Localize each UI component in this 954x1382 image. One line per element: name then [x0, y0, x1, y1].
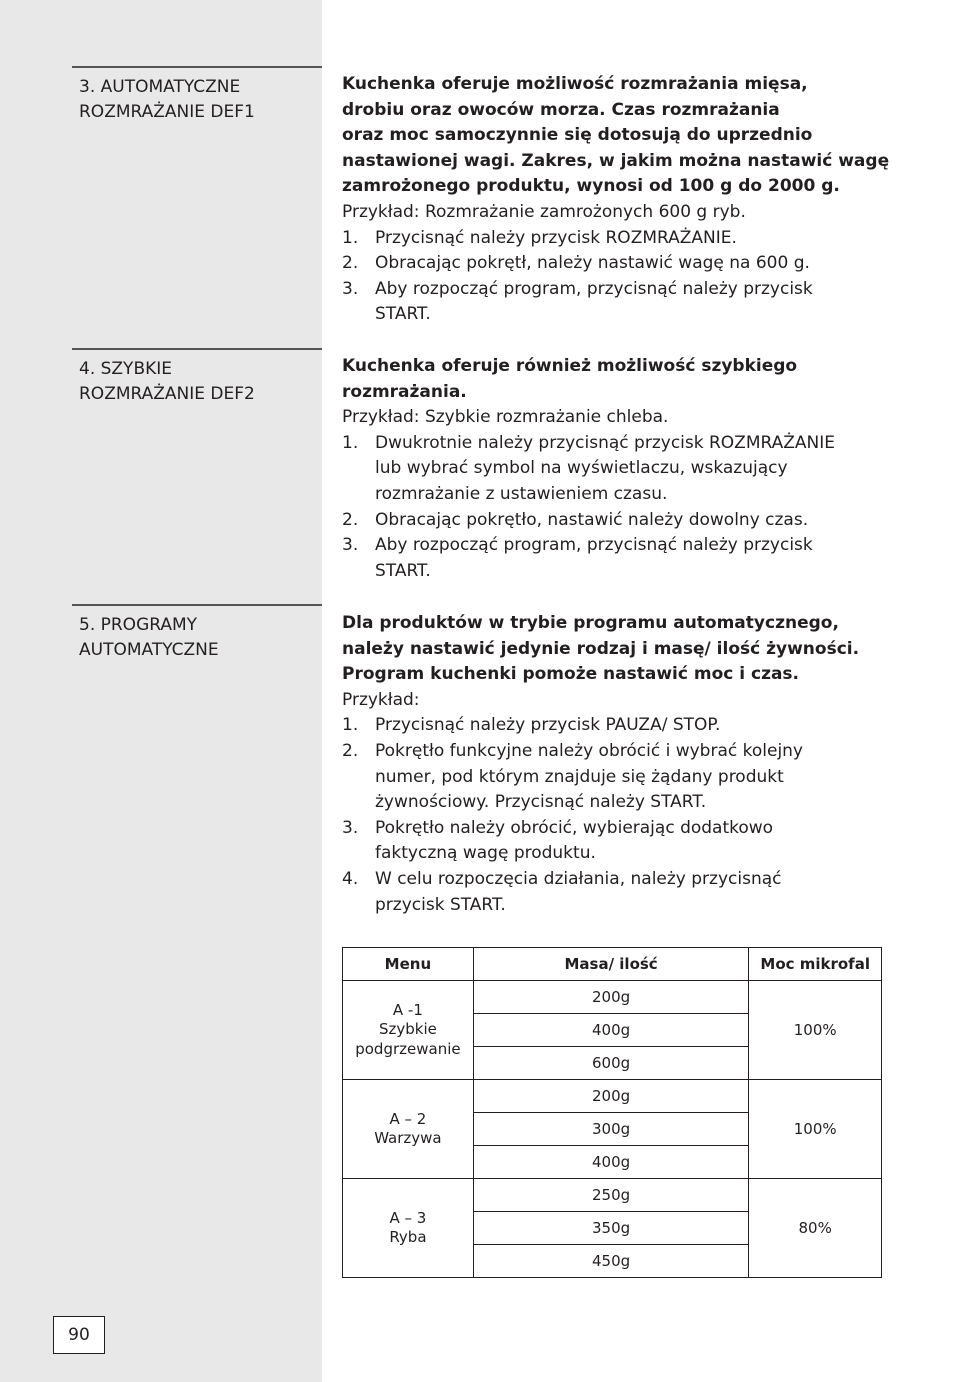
step-text: Pokrętło funkcyjne należy obrócić i wybrać kolejny	[375, 740, 803, 761]
menu-cell	[343, 1080, 474, 1179]
table-header-row	[343, 948, 882, 981]
section-heading-def2	[72, 348, 322, 407]
mass-cell: 300g	[473, 1113, 749, 1146]
lead-line: oraz moc samoczynnie się dotosują do uprzednio	[342, 125, 813, 146]
example-line: Przykład: Szybkie rozmrażanie chleba.	[342, 407, 669, 428]
step-text: Aby rozpocząć program, przycisnąć należy przycisk	[375, 535, 813, 556]
menu-line: Szybkie	[378, 1020, 437, 1039]
menu-line: A – 3	[389, 1208, 427, 1227]
step-text: Przycisnąć należy przycisk ROZMRAŻANIE.	[375, 227, 737, 248]
list-item	[342, 739, 902, 816]
menu-cell	[343, 1179, 474, 1278]
mass-cell: 200g	[473, 1080, 749, 1113]
lead-line: Kuchenka oferuje również możliwość szybkiego	[342, 356, 798, 376]
step-text: Obracając pokrętło, nastawić należy dowolny czas.	[375, 509, 809, 530]
step-number: 1.	[342, 227, 359, 248]
section-body-auto	[342, 611, 902, 918]
lead-line: zamrożonego produktu, wynosi od 100 g do 2000 g.	[342, 176, 840, 197]
heading-line: ROZMRAŻANIE DEF1	[79, 102, 255, 122]
power-cell: 100%	[749, 1080, 882, 1179]
power-cell: 80%	[749, 1179, 882, 1278]
steps-list	[342, 226, 902, 328]
step-number: 4.	[342, 868, 359, 889]
heading-line: ROZMRAŻANIE DEF2	[79, 384, 255, 404]
list-item	[342, 867, 902, 918]
example-line: Przykład:	[342, 689, 420, 710]
menu-line: Warzywa	[374, 1129, 442, 1147]
mass-cell: 200g	[473, 981, 749, 1014]
table-row	[343, 1080, 882, 1113]
lead-line: drobiu oraz owoców morza. Czas rozmrażania	[342, 99, 780, 120]
table-row	[343, 981, 882, 1014]
column-header-power: Moc mikrofal	[749, 948, 882, 981]
section-lead	[342, 354, 902, 405]
step-text: Przycisnąć należy przycisk PAUZA/ STOP.	[375, 715, 721, 736]
step-text: lub wybrać symbol na wyświetlaczu, wskazujący	[375, 458, 788, 479]
step-text: Dwukrotnie należy przycisnąć przycisk ROZMRAŻANIE	[375, 432, 835, 453]
step-number: 2.	[342, 253, 359, 274]
list-item	[342, 277, 902, 328]
step-number: 3.	[342, 278, 359, 299]
step-number: 3.	[342, 535, 359, 556]
mass-cell: 400g	[473, 1146, 749, 1179]
left-margin-panel	[0, 0, 322, 1382]
step-text: START.	[375, 560, 431, 581]
example-line: Przykład: Rozmrażanie zamrożonych 600 g ryb.	[342, 201, 746, 222]
mass-cell: 250g	[473, 1179, 749, 1212]
mass-cell: 600g	[473, 1047, 749, 1080]
step-text: Aby rozpocząć program, przycisnąć należy przycisk	[375, 278, 813, 299]
lead-line: należy nastawić jedynie rodzaj i masę/ ilość żywności.	[342, 638, 860, 659]
heading-line: 3. AUTOMATYCZNE	[79, 77, 241, 97]
list-item	[342, 508, 902, 534]
section-heading-auto	[72, 604, 322, 663]
menu-line: Ryba	[389, 1228, 427, 1246]
menu-cell	[343, 981, 474, 1080]
step-text: W celu rozpoczęcia działania, należy przycisnąć	[375, 868, 782, 889]
list-item	[342, 251, 902, 277]
list-item	[342, 226, 902, 252]
step-text: żywnościowy. Przycisnąć należy START.	[375, 792, 707, 813]
step-number: 1.	[342, 715, 359, 736]
column-header-mass: Masa/ ilość	[473, 948, 749, 981]
lead-line: Dla produktów w trybie programu automatycznego,	[342, 613, 839, 633]
section-lead	[342, 72, 902, 200]
list-item	[342, 816, 902, 867]
mass-cell: 400g	[473, 1014, 749, 1047]
page-number: 90	[53, 1316, 105, 1354]
step-text: rozmrażanie z ustawieniem czasu.	[375, 483, 668, 504]
step-text: START.	[375, 304, 431, 325]
list-item	[342, 431, 902, 508]
step-number: 2.	[342, 509, 359, 530]
step-number: 2.	[342, 740, 359, 761]
step-text: numer, pod którym znajduje się żądany produkt	[375, 766, 784, 787]
steps-list	[342, 431, 902, 585]
programs-table	[342, 947, 882, 1278]
step-text: Obracając pokrętł, należy nastawić wagę na 600 g.	[375, 253, 810, 274]
list-item	[342, 533, 902, 584]
lead-line: Kuchenka oferuje możliwość rozmrażania mięsa,	[342, 74, 808, 94]
lead-line: rozmrażania.	[342, 381, 467, 402]
step-number: 1.	[342, 432, 359, 453]
section-body-def2	[342, 354, 902, 584]
menu-line: A – 2	[389, 1109, 427, 1128]
section-body-def1	[342, 72, 902, 328]
list-item	[342, 713, 902, 739]
section-lead	[342, 611, 902, 688]
mass-cell: 450g	[473, 1245, 749, 1278]
heading-line: 5. PROGRAMY	[79, 615, 198, 635]
lead-line: nastawionej wagi. Zakres, w jakim można nastawić wagę	[342, 150, 890, 171]
lead-line: Program kuchenki pomoże nastawić moc i czas.	[342, 664, 800, 685]
column-header-menu: Menu	[343, 948, 474, 981]
step-number: 3.	[342, 817, 359, 838]
step-text: faktyczną wagę produktu.	[375, 843, 596, 864]
mass-cell: 350g	[473, 1212, 749, 1245]
menu-line: A -1	[392, 1000, 423, 1019]
step-text: Pokrętło należy obrócić, wybierając dodatkowo	[375, 817, 774, 838]
steps-list	[342, 713, 902, 918]
step-text: przycisk START.	[375, 894, 506, 915]
power-cell: 100%	[749, 981, 882, 1080]
heading-line: 4. SZYBKIE	[79, 359, 173, 379]
section-heading-def1	[72, 66, 322, 125]
table-row	[343, 1179, 882, 1212]
heading-line: AUTOMATYCZNE	[79, 640, 219, 660]
menu-line: podgrzewanie	[355, 1039, 461, 1058]
